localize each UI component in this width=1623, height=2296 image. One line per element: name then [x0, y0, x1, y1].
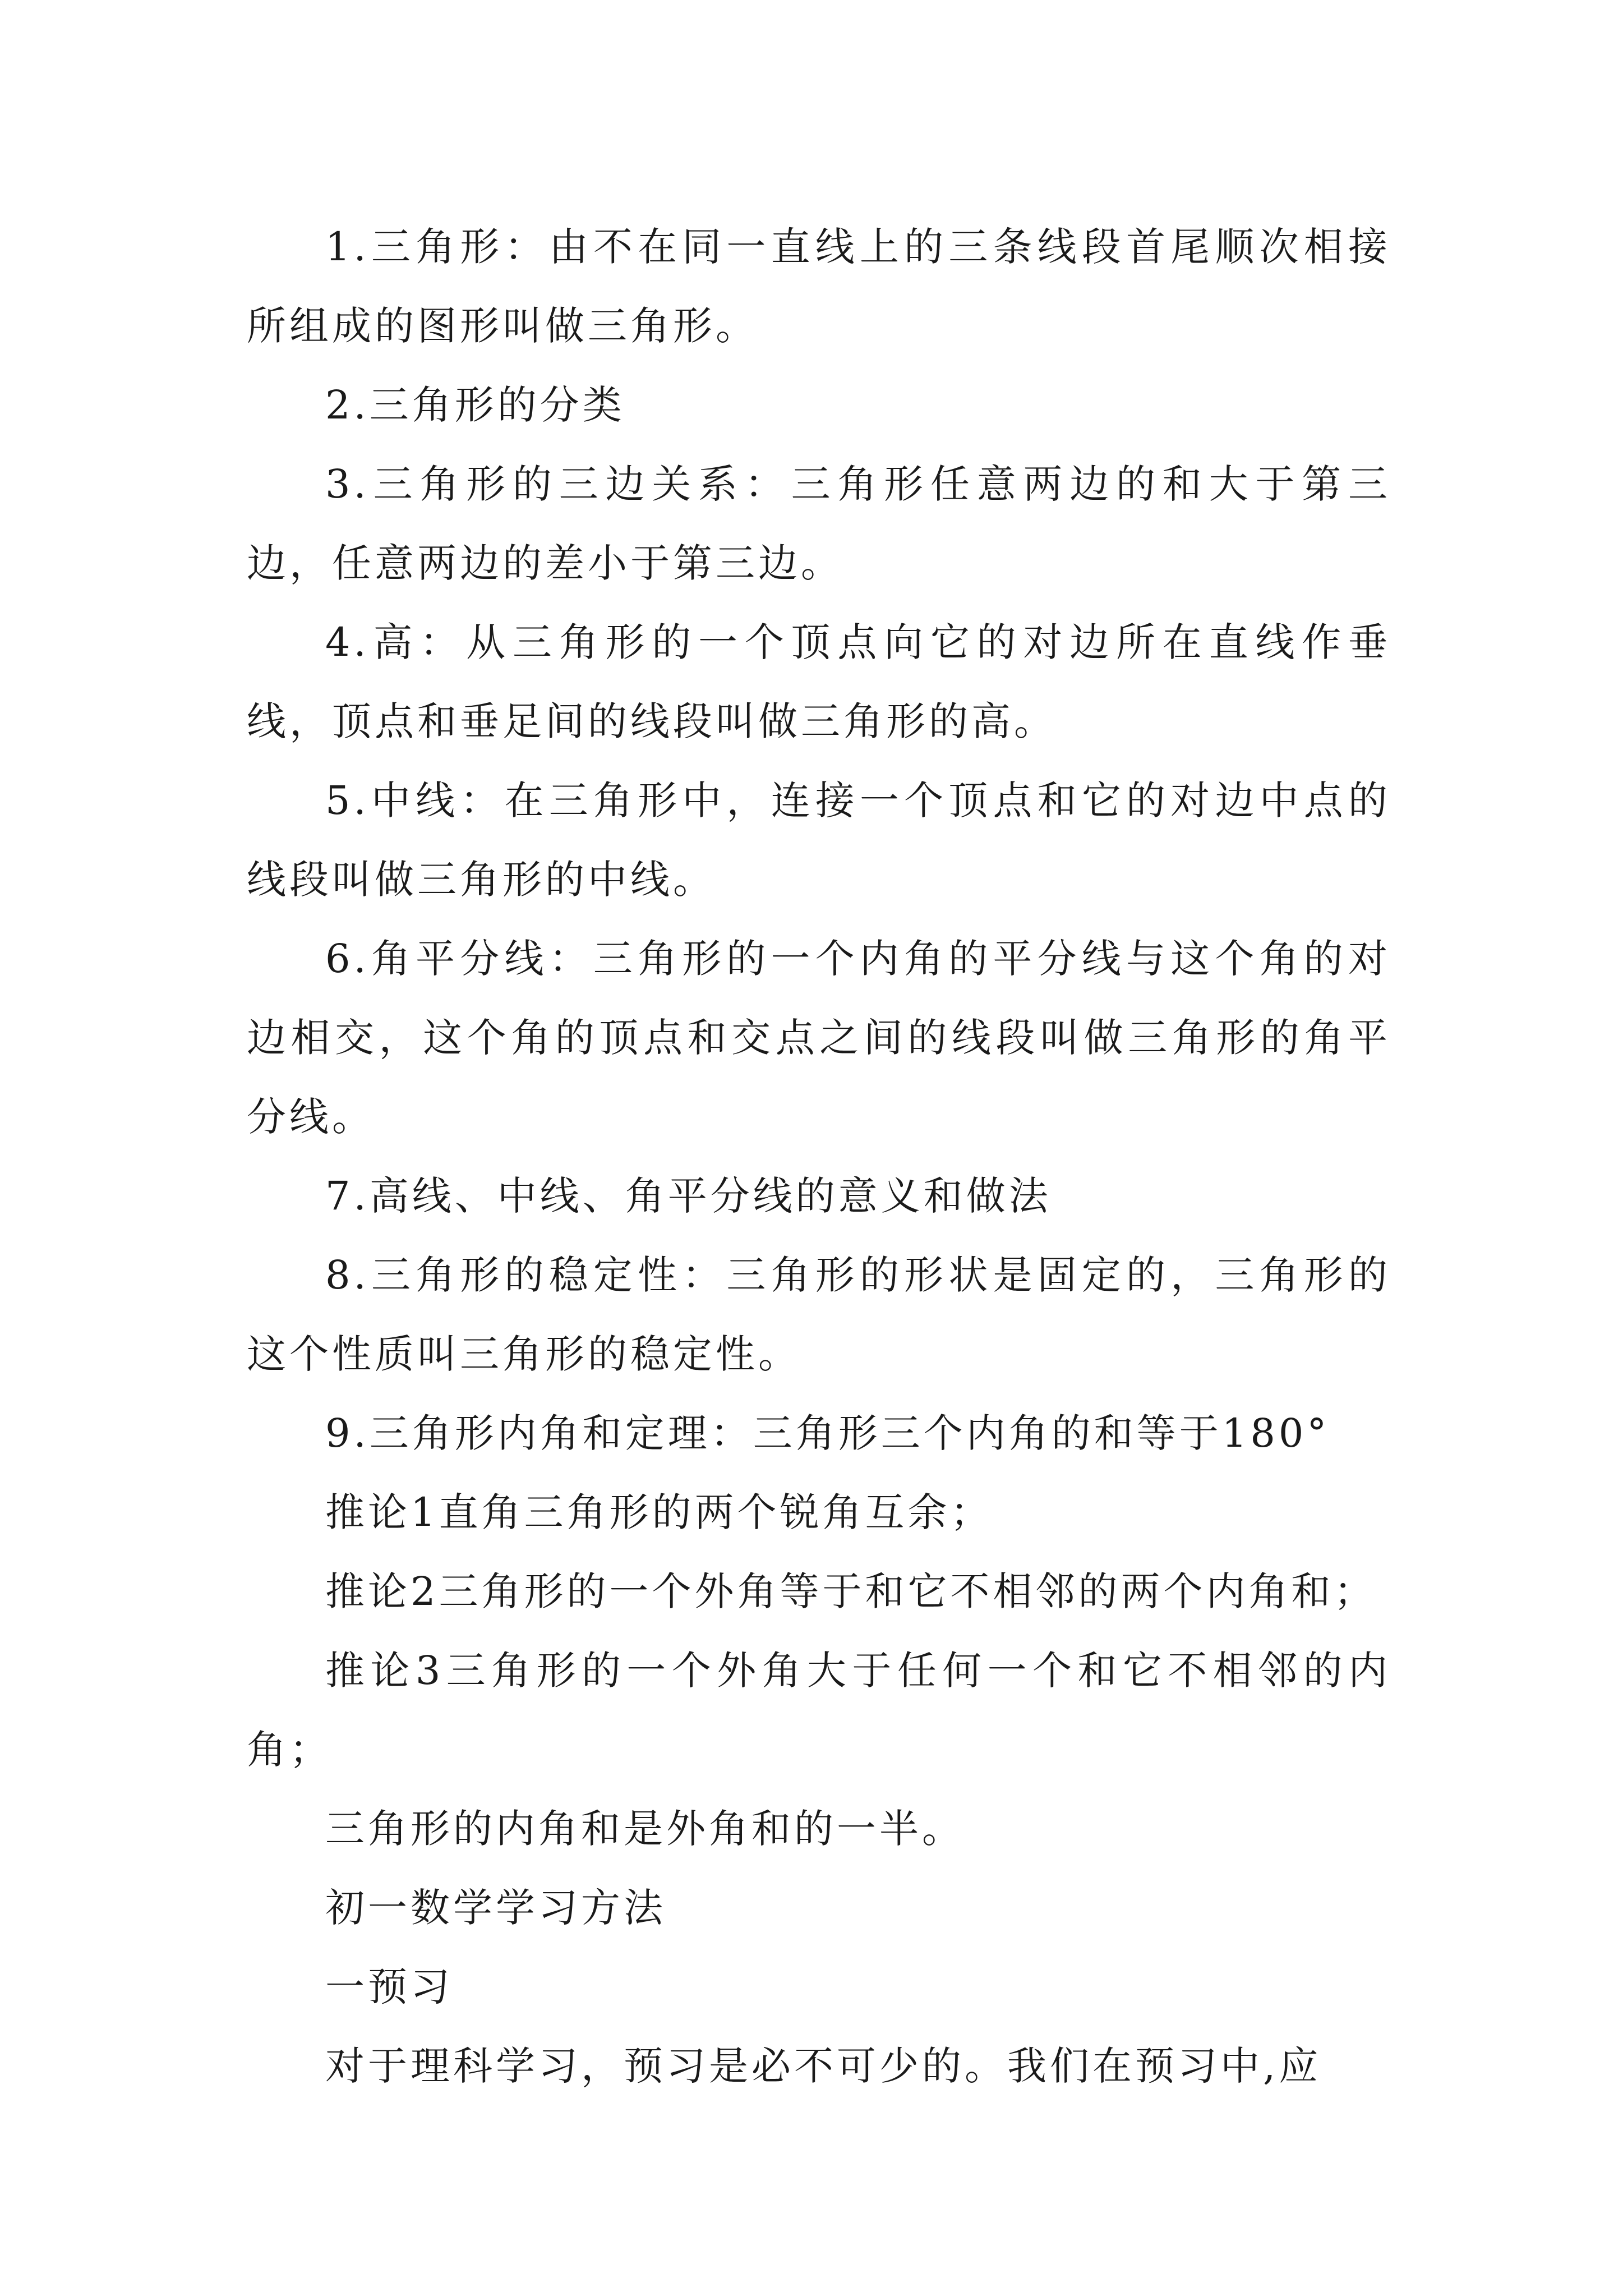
paragraph-corollary-2: 推论2三角形的一个外角等于和它不相邻的两个内角和；	[325, 1568, 1377, 1614]
paragraph-lines-meaning: 7.高线、中线、角平分线的意义和做法	[325, 1173, 1052, 1219]
document-body	[247, 208, 1391, 2106]
paragraph-median: 5.中线：在三角形中，连接一个顶点和它的对边中点的线段叫做三角形的中线。	[247, 777, 1391, 903]
paragraph-angle-sum-half: 三角形的内角和是外角和的一半。	[325, 1806, 965, 1852]
paragraph-three-sides-relation: 3.三角形的三边关系：三角形任意两边的和大于第三边，任意两边的差小于第三边。	[247, 461, 1391, 586]
paragraph-triangle-definition: 1.三角形：由不在同一直线上的三条线段首尾顺次相接所组成的图形叫做三角形。	[247, 224, 1391, 349]
section-heading-preview: 一预习	[325, 1964, 453, 2010]
paragraph-stability: 8.三角形的稳定性：三角形的形状是固定的，三角形的这个性质叫三角形的稳定性。	[247, 1252, 1391, 1377]
paragraph-angle-bisector: 6.角平分线：三角形的一个内角的平分线与这个角的对边相交，这个角的顶点和交点之间的线段叫做三角形的角平分线。	[247, 936, 1391, 1140]
paragraph-corollary-3: 推论3三角形的一个外角大于任何一个和它不相邻的内角；	[247, 1648, 1391, 1773]
paragraph-altitude: 4.高：从三角形的一个顶点向它的对边所在直线作垂线，顶点和垂足间的线段叫做三角形的高。	[247, 619, 1391, 744]
paragraph-preview-intro: 对于理科学习，预习是必不可少的。我们在预习中,应	[325, 2043, 1322, 2089]
section-heading-study-methods: 初一数学学习方法	[325, 1885, 666, 1931]
paragraph-triangle-classification: 2.三角形的分类	[325, 382, 625, 428]
paragraph-corollary-1: 推论1直角三角形的两个锐角互余；	[325, 1489, 993, 1535]
paragraph-angle-sum-theorem: 9.三角形内角和定理：三角形三个内角的和等于180°	[325, 1410, 1330, 1456]
